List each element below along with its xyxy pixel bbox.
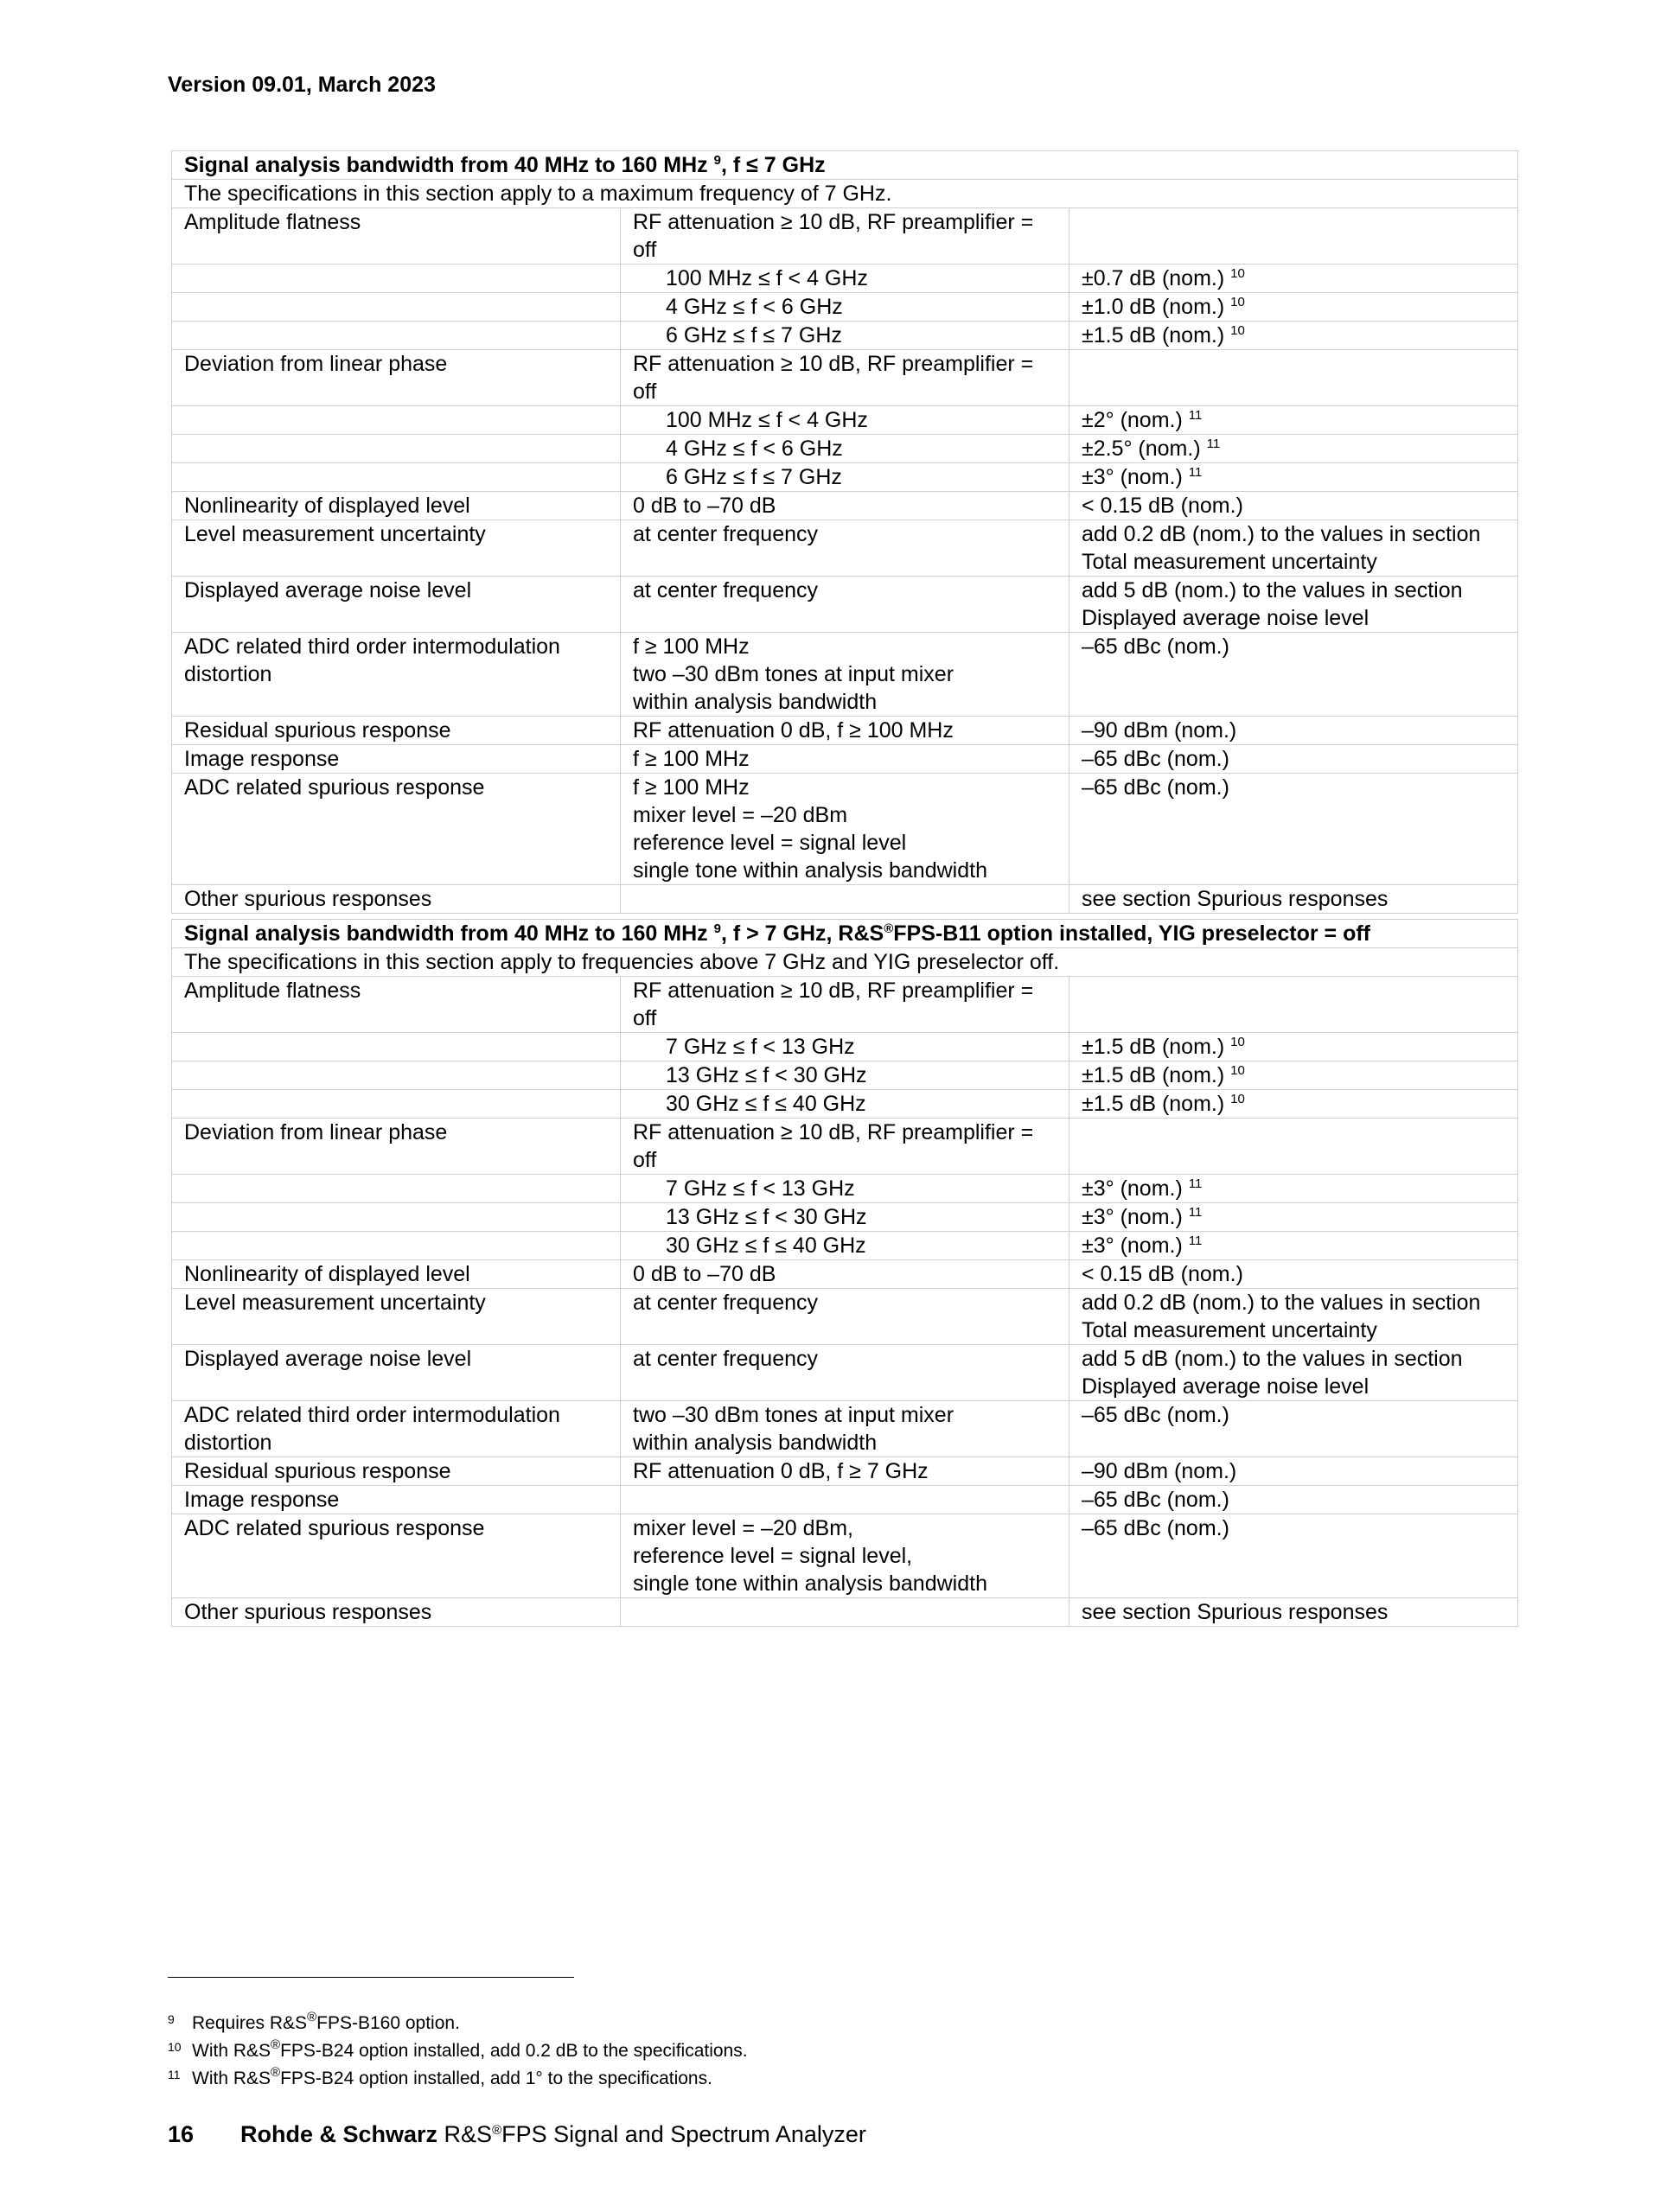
table-row — [172, 1033, 1518, 1061]
condition-cell: RF attenuation 0 dB, f ≥ 100 MHz — [621, 717, 1069, 745]
condition-cell — [621, 1598, 1069, 1627]
value-cell: < 0.15 dB (nom.) — [1069, 492, 1518, 520]
footnote-ref: 11 — [1188, 1233, 1203, 1248]
parameter-cell: ADC related spurious response — [172, 774, 621, 885]
parameter-cell — [172, 322, 621, 350]
parameter-cell — [172, 435, 621, 463]
footnote-text: With R&S®FPS-B24 option installed, add 0.2 dB to the specifications. — [192, 2037, 748, 2061]
spec-table-above-7ghz — [171, 919, 1518, 1627]
footnote-ref: 10 — [1230, 1063, 1245, 1078]
footnote-ref: 11 — [1188, 1205, 1203, 1220]
condition-cell: 6 GHz ≤ f ≤ 7 GHz — [621, 322, 1069, 350]
value-cell: ±1.0 dB (nom.) $^{10}$ — [1069, 293, 1518, 322]
value-cell: ±3° (nom.) $^{11}$ — [1069, 1203, 1518, 1232]
value-cell: –65 dBc (nom.) — [1069, 745, 1518, 774]
table-row — [172, 577, 1518, 633]
footnote-ref: 11 — [1188, 465, 1203, 480]
parameter-cell: Image response — [172, 1486, 621, 1514]
parameter-cell: Nonlinearity of displayed level — [172, 1260, 621, 1289]
condition-cell: two –30 dBm tones at input mixer within analysis bandwidth — [621, 1401, 1069, 1457]
value-cell: add 5 dB (nom.) to the values in section Displayed average noise level — [1069, 577, 1518, 633]
footnote-ref: 10 — [1230, 1035, 1245, 1049]
condition-cell: at center frequency — [621, 1289, 1069, 1345]
condition-cell: 0 dB to –70 dB — [621, 1260, 1069, 1289]
parameter-cell: Residual spurious response — [172, 717, 621, 745]
table-row — [172, 492, 1518, 520]
table-row — [172, 717, 1518, 745]
parameter-cell: Other spurious responses — [172, 885, 621, 914]
parameter-cell — [172, 1061, 621, 1090]
condition-cell — [621, 885, 1069, 914]
table-row — [172, 406, 1518, 435]
page-footer — [168, 2121, 866, 2148]
value-cell: see section Spurious responses — [1069, 885, 1518, 914]
value-cell: < 0.15 dB (nom.) — [1069, 1260, 1518, 1289]
value-cell — [1069, 1119, 1518, 1175]
parameter-cell: Other spurious responses — [172, 1598, 621, 1627]
table-row — [172, 1486, 1518, 1514]
value-cell: ±1.5 dB (nom.) $^{10}$ — [1069, 1061, 1518, 1090]
parameter-cell — [172, 1175, 621, 1203]
condition-cell: 30 GHz ≤ f ≤ 40 GHz — [621, 1090, 1069, 1119]
parameter-cell: Level measurement uncertainty — [172, 1289, 621, 1345]
table-row — [172, 977, 1518, 1033]
parameter-cell — [172, 265, 621, 293]
value-cell: ±3° (nom.) $^{11}$ — [1069, 1232, 1518, 1260]
value-cell: ±1.5 dB (nom.) $^{10}$ — [1069, 1033, 1518, 1061]
value-cell: –65 dBc (nom.) — [1069, 1401, 1518, 1457]
table-row — [172, 1119, 1518, 1175]
condition-cell: at center frequency — [621, 577, 1069, 633]
parameter-cell: Deviation from linear phase — [172, 350, 621, 406]
table-row — [172, 208, 1518, 265]
parameter-cell — [172, 1090, 621, 1119]
value-cell: ±2.5° (nom.) $^{11}$ — [1069, 435, 1518, 463]
value-cell: –65 dBc (nom.) — [1069, 774, 1518, 885]
table-row — [172, 322, 1518, 350]
parameter-cell — [172, 293, 621, 322]
value-cell: ±2° (nom.) $^{11}$ — [1069, 406, 1518, 435]
footnote-ref: 10 — [1230, 323, 1245, 338]
table-row — [172, 1232, 1518, 1260]
footnote-ref: 10 — [1230, 266, 1245, 281]
condition-cell: 13 GHz ≤ f < 30 GHz — [621, 1061, 1069, 1090]
value-cell: add 0.2 dB (nom.) to the values in section Total measurement uncertainty — [1069, 520, 1518, 577]
value-cell: ±0.7 dB (nom.) $^{10}$ — [1069, 265, 1518, 293]
parameter-cell — [172, 1232, 621, 1260]
footnote-ref: 10 — [1230, 295, 1245, 309]
table-intro: The specifications in this section apply to frequencies above 7 GHz and YIG preselector off. — [172, 948, 1518, 977]
condition-cell: 13 GHz ≤ f < 30 GHz — [621, 1203, 1069, 1232]
brand-name: Rohde & Schwarz — [240, 2121, 438, 2147]
footnote — [168, 2010, 748, 2037]
table-row — [172, 1061, 1518, 1090]
footnote-ref: 11 — [1206, 437, 1221, 451]
footnotes — [168, 2010, 748, 2093]
condition-cell: RF attenuation ≥ 10 dB, RF preamplifier = off — [621, 977, 1069, 1033]
value-cell: add 0.2 dB (nom.) to the values in section Total measurement uncertainty — [1069, 1289, 1518, 1345]
table-row — [172, 885, 1518, 914]
value-cell — [1069, 350, 1518, 406]
condition-cell: RF attenuation ≥ 10 dB, RF preamplifier = off — [621, 208, 1069, 265]
parameter-cell: Nonlinearity of displayed level — [172, 492, 621, 520]
table-row — [172, 350, 1518, 406]
table-row — [172, 774, 1518, 885]
condition-cell: 7 GHz ≤ f < 13 GHz — [621, 1175, 1069, 1203]
footnote-text: With R&S®FPS-B24 option installed, add 1° to the specifications. — [192, 2065, 712, 2088]
condition-cell: f ≥ 100 MHz — [621, 745, 1069, 774]
parameter-cell: Displayed average noise level — [172, 1345, 621, 1401]
parameter-cell: Residual spurious response — [172, 1457, 621, 1486]
table-row — [172, 1090, 1518, 1119]
table-row — [172, 1260, 1518, 1289]
table-row — [172, 1598, 1518, 1627]
value-cell: see section Spurious responses — [1069, 1598, 1518, 1627]
footnote-ref: 11 — [1188, 408, 1203, 423]
parameter-cell: Image response — [172, 745, 621, 774]
table-row — [172, 1401, 1518, 1457]
value-cell: –90 dBm (nom.) — [1069, 1457, 1518, 1486]
table-row — [172, 520, 1518, 577]
parameter-cell: ADC related third order intermodulation distortion — [172, 633, 621, 717]
condition-cell: 7 GHz ≤ f < 13 GHz — [621, 1033, 1069, 1061]
table-row — [172, 463, 1518, 492]
table-row — [172, 1289, 1518, 1345]
condition-cell: f ≥ 100 MHz mixer level = –20 dBm reference level = signal level single tone within analysis bandwidth — [621, 774, 1069, 885]
footnote-ref: 11 — [1188, 1176, 1203, 1191]
table-row — [172, 435, 1518, 463]
parameter-cell: ADC related third order intermodulation distortion — [172, 1401, 621, 1457]
condition-cell: 6 GHz ≤ f ≤ 7 GHz — [621, 463, 1069, 492]
condition-cell: at center frequency — [621, 1345, 1069, 1401]
footnote — [168, 2065, 748, 2093]
product-name: R&S®FPS Signal and Spectrum Analyzer — [437, 2121, 866, 2147]
parameter-cell: ADC related spurious response — [172, 1514, 621, 1598]
condition-cell — [621, 1486, 1069, 1514]
parameter-cell — [172, 463, 621, 492]
spec-table-up-to-7ghz — [171, 150, 1518, 914]
table-row — [172, 293, 1518, 322]
table-row — [172, 633, 1518, 717]
value-cell — [1069, 977, 1518, 1033]
value-cell: –65 dBc (nom.) — [1069, 633, 1518, 717]
footnote-text: Requires R&S®FPS-B160 option. — [192, 2010, 460, 2033]
footnote-number: 11 — [168, 2068, 181, 2081]
footnote — [168, 2037, 748, 2065]
value-cell: add 5 dB (nom.) to the values in section Displayed average noise level — [1069, 1345, 1518, 1401]
condition-cell: RF attenuation 0 dB, f ≥ 7 GHz — [621, 1457, 1069, 1486]
condition-cell: RF attenuation ≥ 10 dB, RF preamplifier = off — [621, 1119, 1069, 1175]
value-cell: ±1.5 dB (nom.) $^{10}$ — [1069, 1090, 1518, 1119]
table-intro: The specifications in this section apply to a maximum frequency of 7 GHz. — [172, 180, 1518, 208]
table-row — [172, 1175, 1518, 1203]
parameter-cell — [172, 1033, 621, 1061]
condition-cell: 100 MHz ≤ f < 4 GHz — [621, 265, 1069, 293]
condition-cell: 100 MHz ≤ f < 4 GHz — [621, 406, 1069, 435]
condition-cell: 4 GHz ≤ f < 6 GHz — [621, 293, 1069, 322]
parameter-cell: Amplitude flatness — [172, 977, 621, 1033]
table-row — [172, 265, 1518, 293]
value-cell: ±1.5 dB (nom.) $^{10}$ — [1069, 322, 1518, 350]
table-title: Signal analysis bandwidth from 40 MHz to 160 MHz $^9$, f ≤ 7 GHz — [172, 151, 1518, 180]
value-cell: ±3° (nom.) $^{11}$ — [1069, 463, 1518, 492]
condition-cell: at center frequency — [621, 520, 1069, 577]
value-cell: –90 dBm (nom.) — [1069, 717, 1518, 745]
value-cell: ±3° (nom.) $^{11}$ — [1069, 1175, 1518, 1203]
table-row — [172, 1345, 1518, 1401]
condition-cell: 30 GHz ≤ f ≤ 40 GHz — [621, 1232, 1069, 1260]
footnote-number: 9 — [168, 2012, 175, 2026]
footnote-divider — [168, 1977, 574, 1978]
value-cell: –65 dBc (nom.) — [1069, 1514, 1518, 1598]
value-cell: –65 dBc (nom.) — [1069, 1486, 1518, 1514]
table-row — [172, 1203, 1518, 1232]
document-version: Version 09.01, March 2023 — [168, 73, 436, 97]
table-title: Signal analysis bandwidth from 40 MHz to 160 MHz $^9$, f > 7 GHz, R&S®FPS-B11 option installed, YIG preselector = off — [172, 920, 1518, 948]
parameter-cell: Amplitude flatness — [172, 208, 621, 265]
parameter-cell — [172, 406, 621, 435]
condition-cell: RF attenuation ≥ 10 dB, RF preamplifier = off — [621, 350, 1069, 406]
footnote-number: 10 — [168, 2040, 182, 2054]
table-row — [172, 745, 1518, 774]
parameter-cell: Level measurement uncertainty — [172, 520, 621, 577]
condition-cell: f ≥ 100 MHz two –30 dBm tones at input mixer within analysis bandwidth — [621, 633, 1069, 717]
parameter-cell: Displayed average noise level — [172, 577, 621, 633]
condition-cell: 4 GHz ≤ f < 6 GHz — [621, 435, 1069, 463]
condition-cell: 0 dB to –70 dB — [621, 492, 1069, 520]
table-row — [172, 1457, 1518, 1486]
page-number: 16 — [168, 2121, 195, 2147]
footnote-ref: 10 — [1230, 1092, 1245, 1106]
parameter-cell: Deviation from linear phase — [172, 1119, 621, 1175]
condition-cell: mixer level = –20 dBm, reference level = signal level, single tone within analysis bandwidth — [621, 1514, 1069, 1598]
value-cell — [1069, 208, 1518, 265]
parameter-cell — [172, 1203, 621, 1232]
table-row — [172, 1514, 1518, 1598]
